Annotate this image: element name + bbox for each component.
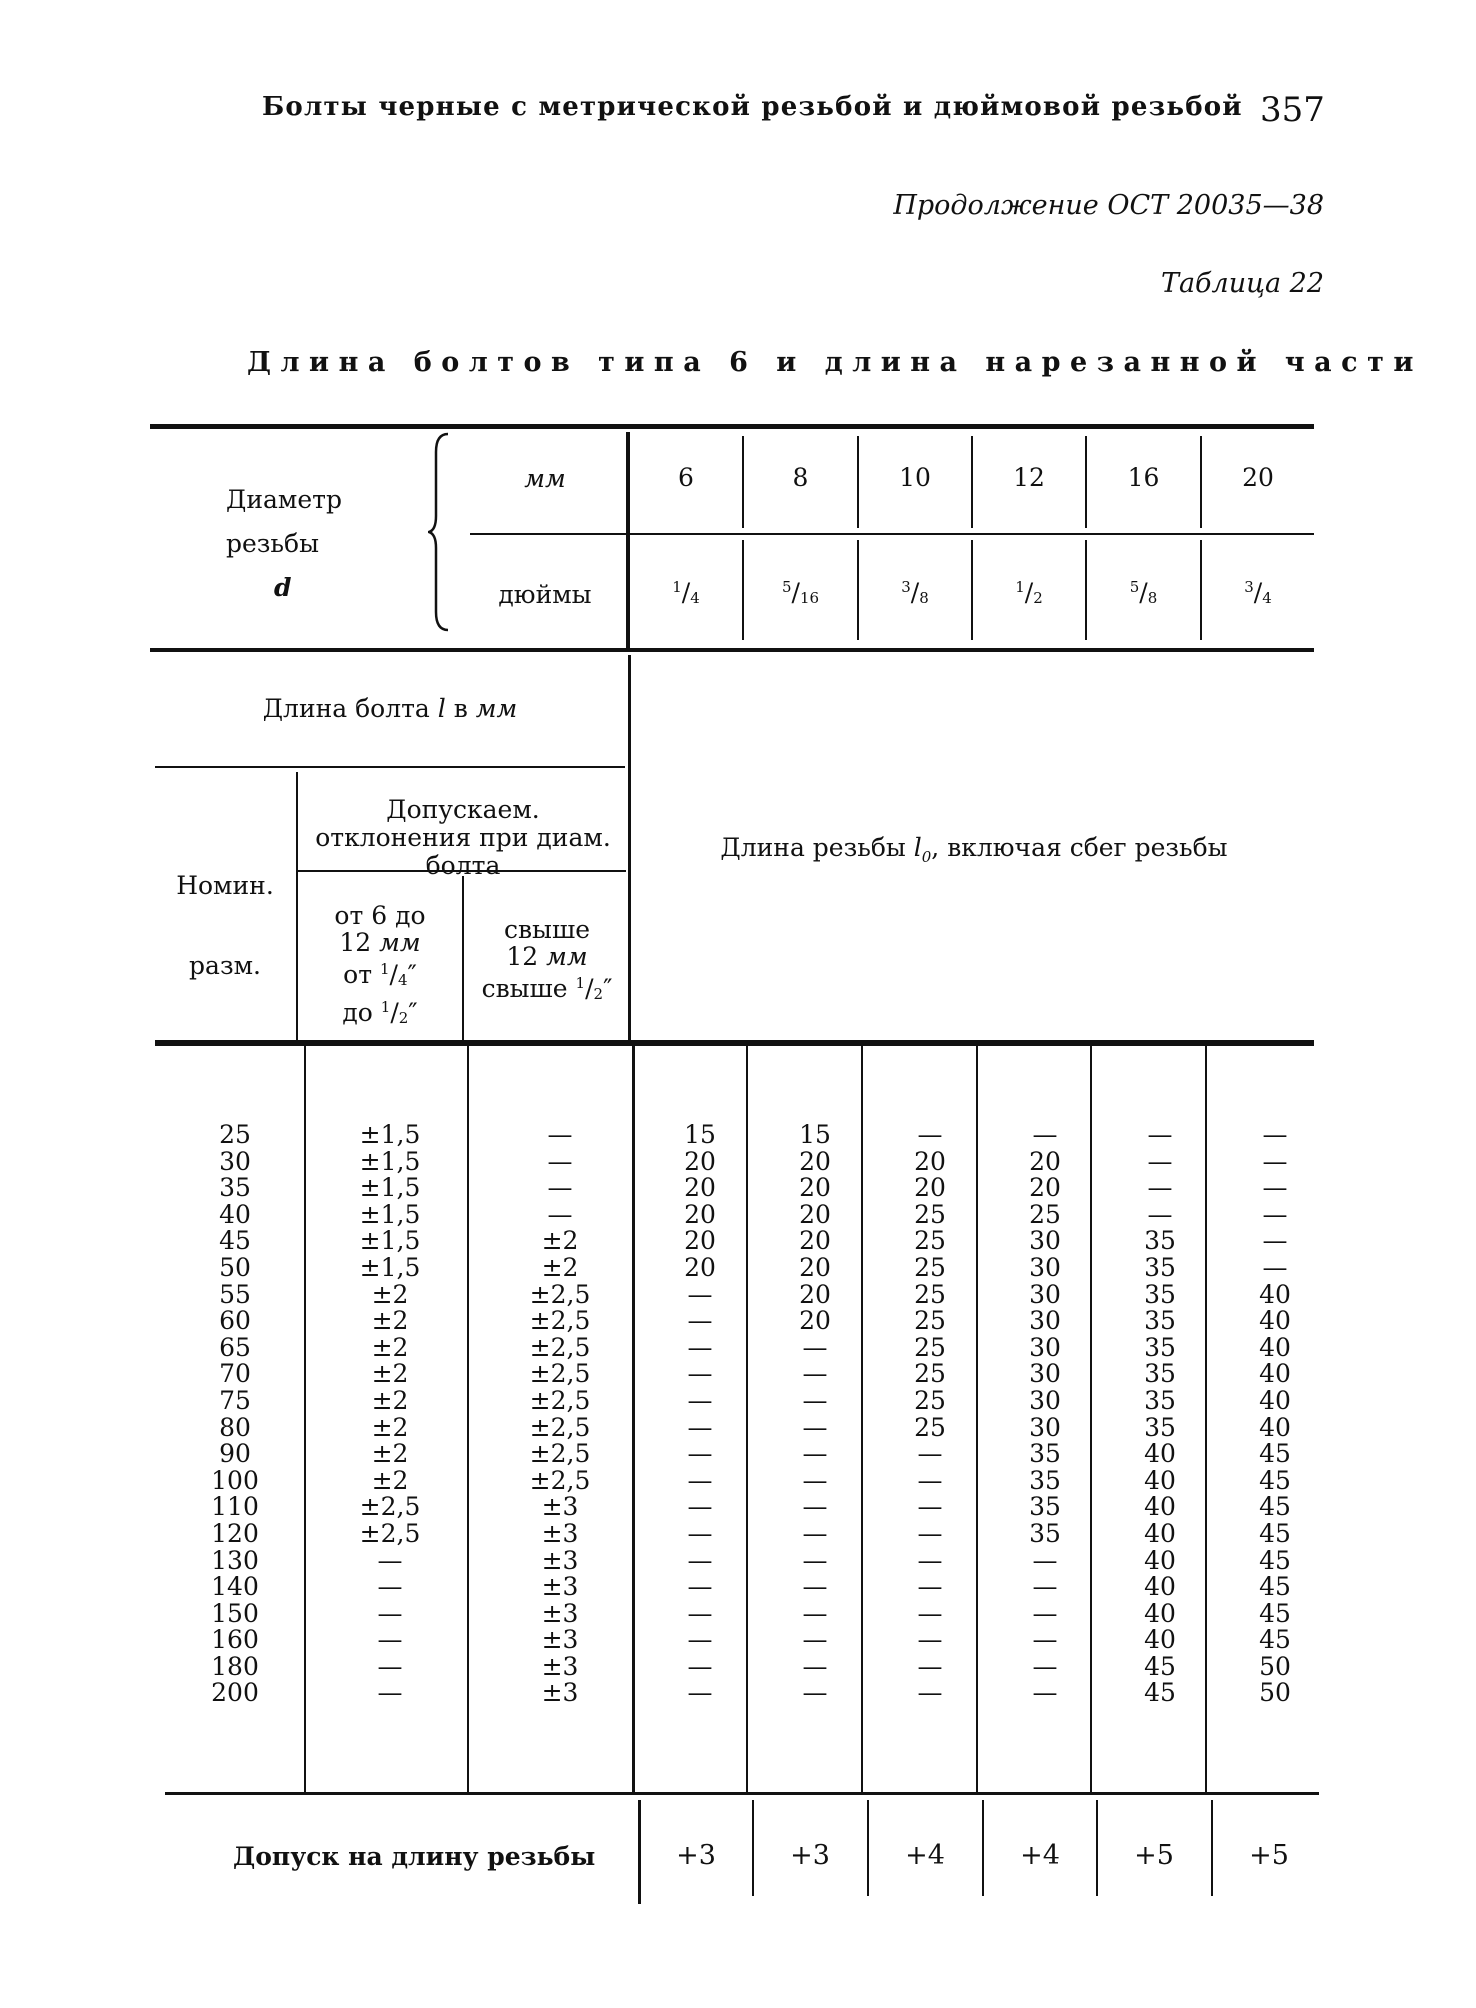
table-cell: ±2,5 (529, 1359, 591, 1389)
table-cell: 20 (684, 1252, 716, 1282)
table-cell: 20 (684, 1173, 716, 1203)
tolerance-value: +3 (790, 1840, 830, 1871)
thread-length-d16-column (1120, 1122, 1200, 1707)
deviation-title: Допускаем. отклонения при диам. болта (315, 795, 611, 880)
table-cell: 30 (1029, 1359, 1061, 1389)
table-cell: 40 (1144, 1518, 1176, 1548)
table-cell: — (1032, 1678, 1058, 1708)
thread-header-mid-rule (470, 533, 1314, 535)
table-cell: — (802, 1412, 828, 1442)
table-cell: — (377, 1598, 403, 1628)
table-cell: 40 (1259, 1385, 1291, 1415)
table-cell: — (377, 1651, 403, 1681)
table-cell: 35 (1029, 1439, 1061, 1469)
table-cell: 120 (211, 1518, 259, 1548)
table-cell: 20 (684, 1199, 716, 1229)
tolerance-vline-2 (867, 1800, 869, 1896)
table-cell: 40 (1144, 1492, 1176, 1522)
table-cell: 35 (1029, 1492, 1061, 1522)
table-cell: 70 (219, 1359, 251, 1389)
page-number: 357 (1260, 90, 1325, 130)
table-cell: — (687, 1625, 713, 1655)
nominal-size-header: Номин. разм. (176, 871, 274, 980)
table-cell: 45 (1259, 1545, 1291, 1575)
table-cell: — (687, 1439, 713, 1469)
table-cell: — (917, 1439, 943, 1469)
deviation-col-vline (462, 876, 464, 1040)
table-cell: ±3 (541, 1492, 579, 1522)
table-cell: 40 (219, 1199, 251, 1229)
thread-length-d6-column (660, 1122, 740, 1707)
table-cell: 130 (211, 1545, 259, 1575)
table-cell: — (687, 1518, 713, 1548)
table-cell: — (1147, 1199, 1173, 1229)
table-cell: 45 (1144, 1678, 1176, 1708)
table-cell: 25 (914, 1332, 946, 1362)
table-cell: 30 (1029, 1332, 1061, 1362)
table-cell: 30 (1029, 1306, 1061, 1336)
table-cell: — (802, 1678, 828, 1708)
table-cell: 20 (684, 1146, 716, 1176)
table-cell: 110 (211, 1492, 259, 1522)
table-cell: 20 (799, 1199, 831, 1229)
table-cell: — (377, 1678, 403, 1708)
table-cell: ±1,5 (359, 1120, 421, 1149)
mm-value: 20 (1242, 463, 1274, 492)
table-cell: 20 (799, 1173, 831, 1203)
table-cell: 20 (684, 1226, 716, 1256)
table-cell: ±2 (371, 1332, 409, 1362)
table-cell: ±2,5 (529, 1439, 591, 1469)
deviation-large-column (505, 1122, 615, 1707)
table-cell: 45 (1259, 1465, 1291, 1495)
table-cell: ±2 (541, 1226, 579, 1256)
mm-value: 10 (899, 463, 931, 492)
tolerance-vline-main (638, 1800, 641, 1904)
table-cell: 35 (1144, 1332, 1176, 1362)
table-cell: — (1147, 1146, 1173, 1176)
tolerance-value: +5 (1134, 1840, 1174, 1871)
table-cell: — (1032, 1625, 1058, 1655)
table-cell: 35 (219, 1173, 251, 1203)
table-cell: — (547, 1199, 573, 1229)
inch-value: $^5/_{16}$ (781, 578, 820, 607)
data-vline-nominal (304, 1046, 306, 1792)
table-cell: ±3 (541, 1678, 579, 1708)
table-cell: 50 (219, 1252, 251, 1282)
tolerance-value: +4 (1020, 1840, 1060, 1871)
table-cell: — (802, 1651, 828, 1681)
mm-value: 16 (1127, 463, 1160, 492)
table-cell: ±3 (541, 1625, 579, 1655)
table-cell: 45 (219, 1226, 251, 1256)
table-cell: ±3 (541, 1545, 579, 1575)
tolerance-vline-3 (982, 1800, 984, 1896)
thread-length-header: Длина резьбы $l_0$, включая сбег резьбы (720, 833, 1228, 866)
table-cell: — (802, 1359, 828, 1389)
table-cell: ±3 (541, 1572, 579, 1602)
table-cell: 35 (1144, 1306, 1176, 1336)
table-cell: — (1032, 1651, 1058, 1681)
table-cell: 40 (1144, 1465, 1176, 1495)
table-cell: — (377, 1545, 403, 1575)
table-cell: — (687, 1385, 713, 1415)
table-cell: 40 (1144, 1439, 1176, 1469)
table-cell: — (1262, 1226, 1288, 1256)
table-cell: 25 (914, 1359, 946, 1389)
table-cell: — (917, 1651, 943, 1681)
table-cell: — (1147, 1173, 1173, 1203)
table-cell: — (687, 1412, 713, 1442)
table-cell: 20 (799, 1226, 831, 1256)
table-cell: — (1032, 1572, 1058, 1602)
table-cell: 45 (1259, 1625, 1291, 1655)
table-cell: 140 (211, 1572, 259, 1602)
table-cell: 45 (1259, 1518, 1291, 1548)
table-cell: 25 (914, 1226, 946, 1256)
table-cell: ±2,5 (359, 1492, 421, 1522)
deviation-small-column (335, 1122, 445, 1707)
table-cell: 60 (219, 1306, 251, 1336)
table-cell: 25 (914, 1385, 946, 1415)
table-cell: — (547, 1146, 573, 1176)
tolerance-vline-1 (752, 1800, 754, 1896)
table-cell: 20 (914, 1173, 946, 1203)
table-cell: — (687, 1332, 713, 1362)
table-cell: — (802, 1518, 828, 1548)
table-cell: ±2,5 (529, 1279, 591, 1309)
inch-value: $^5/_8$ (1129, 578, 1158, 607)
table-cell: — (377, 1625, 403, 1655)
thread-length-d12-column (1005, 1122, 1085, 1707)
table-cell: — (377, 1572, 403, 1602)
table-cell: ±2 (371, 1279, 409, 1309)
table-cell: 200 (211, 1678, 259, 1708)
table-cell: — (917, 1465, 943, 1495)
table-cell: 20 (799, 1252, 831, 1282)
table-cell: — (917, 1545, 943, 1575)
data-vline-d16 (1090, 1046, 1092, 1792)
table-cell: 15 (684, 1120, 716, 1149)
table-top-rule (150, 424, 1314, 429)
table-cell: — (802, 1385, 828, 1415)
table-cell: 30 (1029, 1385, 1061, 1415)
table-cell: 40 (1144, 1625, 1176, 1655)
table-cell: — (687, 1545, 713, 1575)
mm-value: 6 (678, 463, 694, 492)
table-cell: 30 (1029, 1252, 1061, 1282)
table-cell: — (687, 1492, 713, 1522)
table-cell: 15 (799, 1120, 831, 1149)
table-cell: ±3 (541, 1518, 579, 1548)
thread-length-d10-column (890, 1122, 970, 1707)
bolt-length-title: Длина болта l в мм (262, 694, 518, 723)
thread-header-bottom-rule (150, 648, 1314, 652)
continuation-note: Продолжение ОСТ 20035—38 (893, 190, 1324, 221)
table-cell: — (917, 1492, 943, 1522)
table-cell: — (687, 1279, 713, 1309)
table-cell: 45 (1144, 1651, 1176, 1681)
thread-diameter-label (226, 478, 346, 610)
nominal-size-column (195, 1122, 275, 1707)
deviation-small-header: от 6 до 12 мм от $^1/_4''$ до $^1/_2''$ (334, 901, 426, 1027)
table-cell: ±2,5 (529, 1385, 591, 1415)
table-cell: — (687, 1651, 713, 1681)
table-cell: — (802, 1625, 828, 1655)
inch-value: $^1/_4$ (672, 578, 700, 607)
table-cell: ±2 (371, 1306, 409, 1336)
table-cell: ±2 (371, 1439, 409, 1469)
table-cell: ±2 (371, 1385, 409, 1415)
table-cell: 75 (219, 1385, 251, 1415)
table-cell: 150 (211, 1598, 259, 1628)
table-cell: 90 (219, 1439, 251, 1469)
table-cell: — (917, 1598, 943, 1628)
table-cell: 55 (219, 1279, 251, 1309)
tolerance-vline-4 (1096, 1800, 1098, 1896)
thread-diameter-line2: резьбы (226, 529, 319, 558)
inch-value: $^3/_8$ (901, 578, 929, 607)
table-cell: ±3 (541, 1598, 579, 1628)
table-cell: — (687, 1359, 713, 1389)
running-title: Болты черные с метрической резьбой и дюймовой резьбой (262, 92, 1243, 122)
table-cell: — (687, 1306, 713, 1336)
table-cell: — (802, 1598, 828, 1628)
table-cell: 25 (219, 1120, 251, 1149)
thread-diameter-var: d (274, 573, 292, 602)
table-cell: 25 (914, 1412, 946, 1442)
table-cell: 35 (1144, 1279, 1176, 1309)
table-cell: 35 (1144, 1252, 1176, 1282)
table-cell: — (1262, 1199, 1288, 1229)
table-cell: 30 (219, 1146, 251, 1176)
table-cell: 20 (914, 1146, 946, 1176)
data-vline-main (632, 1046, 635, 1792)
table-cell: 40 (1144, 1598, 1176, 1628)
table-cell: 25 (914, 1279, 946, 1309)
table-cell: — (1262, 1120, 1288, 1149)
table-cell: 35 (1029, 1518, 1061, 1548)
mm-value: 8 (792, 463, 809, 492)
table-cell: 20 (799, 1146, 831, 1176)
table-cell: 100 (211, 1465, 259, 1495)
data-vline-d12 (976, 1046, 978, 1792)
length-title-rule (155, 766, 625, 768)
table-cell: 40 (1144, 1572, 1176, 1602)
table-title: Длина болтов типа 6 и длина нарезанной части (247, 347, 1423, 378)
table-cell: ±2,5 (359, 1518, 421, 1548)
table-cell: — (917, 1120, 943, 1149)
table-cell: — (802, 1545, 828, 1575)
thread-length-d20-column (1235, 1122, 1315, 1707)
table-cell: — (802, 1439, 828, 1469)
data-vline-d20 (1205, 1046, 1207, 1792)
data-vline-d10 (861, 1046, 863, 1792)
table-cell: 35 (1144, 1385, 1176, 1415)
inch-value: $^1/_2$ (1015, 578, 1043, 607)
table-cell: — (1147, 1120, 1173, 1149)
table-cell: ±2,5 (529, 1306, 591, 1336)
table-cell: — (917, 1625, 943, 1655)
table-cell: 20 (1029, 1146, 1061, 1176)
unit-mm-label: мм (524, 464, 566, 493)
table-cell: ±2,5 (529, 1412, 591, 1442)
table-cell: — (1032, 1545, 1058, 1575)
table-cell: ±1,5 (359, 1173, 421, 1203)
tolerance-value: +4 (905, 1840, 945, 1871)
table-cell: 25 (914, 1252, 946, 1282)
table-cell: ±2,5 (529, 1465, 591, 1495)
table-cell: 35 (1029, 1465, 1061, 1495)
thread-diameter-line1: Диаметр (226, 485, 342, 514)
table-cell: 35 (1144, 1412, 1176, 1442)
table-cell: — (687, 1465, 713, 1495)
table-cell: 30 (1029, 1279, 1061, 1309)
table-cell: — (917, 1572, 943, 1602)
table-cell: 30 (1029, 1412, 1061, 1442)
table-cell: ±1,5 (359, 1226, 421, 1256)
table-cell: — (547, 1173, 573, 1203)
table-cell: — (547, 1120, 573, 1149)
table-label: Таблица 22 (1160, 268, 1324, 299)
data-vline-deviation (467, 1046, 469, 1792)
table-cell: 40 (1259, 1359, 1291, 1389)
table-cell: 50 (1259, 1651, 1291, 1681)
table-cell: ±1,5 (359, 1252, 421, 1282)
table-cell: 45 (1259, 1572, 1291, 1602)
thread-length-d8-column (775, 1122, 855, 1707)
table-cell: ±2 (371, 1359, 409, 1389)
table-cell: 35 (1144, 1226, 1176, 1256)
table-cell: — (1032, 1120, 1058, 1149)
data-top-rule (155, 1040, 1314, 1046)
table-cell: ±2,5 (529, 1332, 591, 1362)
length-header-main-vline (628, 655, 631, 1040)
table-cell: 45 (1259, 1439, 1291, 1469)
unit-inch-label: дюймы (498, 580, 592, 609)
table-cell: 40 (1259, 1332, 1291, 1362)
table-cell: 40 (1144, 1545, 1176, 1575)
tolerance-value: +3 (676, 1840, 716, 1871)
tolerance-label: Допуск на длину резьбы (233, 1842, 596, 1871)
deviation-large-header: свыше 12 мм свыше $^1/_2''$ (481, 915, 613, 1003)
table-cell: 40 (1259, 1412, 1291, 1442)
table-cell: ±1,5 (359, 1146, 421, 1176)
table-cell: — (687, 1598, 713, 1628)
table-cell: 65 (219, 1332, 251, 1362)
table-cell: — (1262, 1146, 1288, 1176)
table-cell: — (802, 1572, 828, 1602)
table-cell: — (917, 1518, 943, 1548)
table-cell: 25 (1029, 1199, 1061, 1229)
table-cell: 50 (1259, 1678, 1291, 1708)
table-cell: ±2 (541, 1252, 579, 1282)
curly-brace-icon (428, 432, 450, 632)
table-cell: 30 (1029, 1226, 1061, 1256)
table-cell: 25 (914, 1306, 946, 1336)
nominal-col-vline (296, 772, 298, 1040)
table-cell: 40 (1259, 1279, 1291, 1309)
table-cell: ±2 (371, 1412, 409, 1442)
table-cell: — (1262, 1252, 1288, 1282)
table-cell: — (802, 1465, 828, 1495)
table-cell: 40 (1259, 1306, 1291, 1336)
table-cell: ±3 (541, 1651, 579, 1681)
table-cell: ±1,5 (359, 1199, 421, 1229)
table-cell: 20 (799, 1279, 831, 1309)
table-cell: — (1032, 1598, 1058, 1628)
table-cell: 25 (914, 1199, 946, 1229)
table-cell: ±2 (371, 1465, 409, 1495)
table-cell: — (802, 1332, 828, 1362)
table-cell: 180 (211, 1651, 259, 1681)
table-cell: 20 (1029, 1173, 1061, 1203)
tolerance-vline-5 (1211, 1800, 1213, 1896)
data-vline-d8 (746, 1046, 748, 1792)
table-cell: 45 (1259, 1598, 1291, 1628)
table-cell: — (917, 1678, 943, 1708)
tolerance-value: +5 (1249, 1840, 1289, 1871)
table-cell: 45 (1259, 1492, 1291, 1522)
inch-value: $^3/_4$ (1244, 578, 1272, 607)
table-cell: 80 (219, 1412, 251, 1442)
table-cell: — (1262, 1173, 1288, 1203)
table-cell: — (802, 1492, 828, 1522)
table-cell: 20 (799, 1306, 831, 1336)
table-cell: 35 (1144, 1359, 1176, 1389)
mm-value: 12 (1013, 463, 1045, 492)
data-bottom-rule (165, 1792, 1319, 1795)
table-cell: — (687, 1678, 713, 1708)
table-cell: — (687, 1572, 713, 1602)
table-cell: 160 (211, 1625, 259, 1655)
